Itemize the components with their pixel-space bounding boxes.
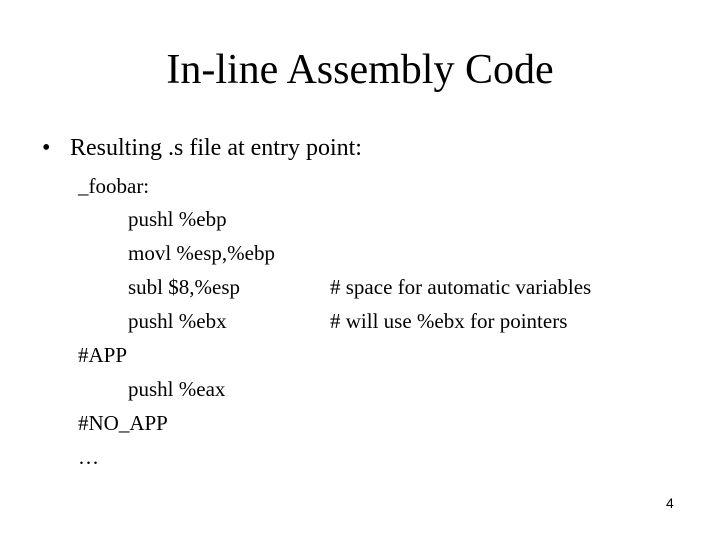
code-ellipsis: … xyxy=(78,445,99,469)
code-instruction-pushl-eax: pushl %eax xyxy=(128,377,226,401)
bullet-glyph: • xyxy=(42,135,51,161)
code-instruction-pushl-ebx: pushl %ebx xyxy=(128,309,227,333)
bullet-text: Resulting .s file at entry point: xyxy=(70,135,362,161)
bullet-item xyxy=(42,131,362,165)
code-comment-ebx-pointers: # will use %ebx for pointers xyxy=(330,309,568,333)
code-directive-no-app: #NO_APP xyxy=(78,411,168,435)
code-instruction-movl: movl %esp,%ebp xyxy=(128,241,275,265)
code-instruction-subl: subl $8,%esp xyxy=(128,275,240,299)
slide-title: In-line Assembly Code xyxy=(166,47,554,93)
code-label-foobar: _foobar: xyxy=(78,174,150,198)
page-number: 4 xyxy=(666,495,674,511)
code-instruction-pushl-ebp: pushl %ebp xyxy=(128,207,227,231)
code-directive-app: #APP xyxy=(78,343,128,367)
code-comment-automatic-variables: # space for automatic variables xyxy=(330,275,592,299)
